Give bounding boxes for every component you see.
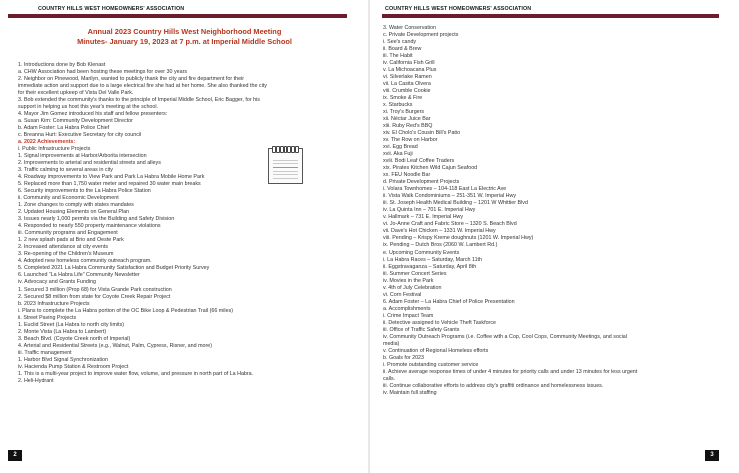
minutes-line: a. 2022 Achievements: [18,139,76,146]
minutes-line: xviii. Bodi Leaf Coffee Traders [383,158,455,165]
newsletter-title: COUNTRY HILLS WEST HOMEOWNERS' ASSOCIATION [385,6,532,12]
minutes-line: b. Adam Foster: La Habra Police Chief [18,125,110,132]
right-page [370,0,739,473]
minutes-line: iv. Hacienda Pump Station & Restroom Project [18,363,129,370]
minutes-line: a. CHW Association had been hosting these meetings for over 30 years [18,69,188,76]
minutes-line: b. Goals for 2023 [383,354,424,361]
minutes-line: ii. Street Paving Projects [18,314,77,321]
minutes-line: 4. Roadway improvements to View Park and Park La Habra Mobile Home Park [18,174,205,181]
minutes-line: 1. Secured 3 million (Prop 68) for Vista Grande Park construction [18,286,172,293]
minutes-line: iii. Community programs and Engagement [18,230,118,237]
minutes-line: xx. FEU Noodle Bar [383,172,431,179]
minutes-line: ii. Achieve average response times of under 4 minutes for priority calls and under 13 minutes for less urgent [383,368,638,375]
minutes-line: media) [383,340,400,347]
minutes-line: 2. Neighbor on Pinewood, Marilyn, wanted to publicly thank the city and fire department for their [18,76,245,83]
minutes-line: v. 4th of July Celebration [383,284,442,291]
minutes-line: vii. La Casita Olvera [383,81,431,88]
minutes-line: 1. Euclid Street (La Habra to north city limits) [18,321,125,328]
minutes-line: immediate action and support due to a large electrical fire she had at her home. She also thanked the city [18,83,267,90]
minutes-line: support in helping us host this year's meeting at the school. [18,104,159,111]
minutes-line: 1. Introductions done by Bob Klenast [18,62,106,68]
minutes-line: ii. Detective assigned to Vehicle Theft Taskforce [383,319,496,326]
minutes-line: 1. This is a multi-year project to improve water flow, volume, and pressure in north part of La Habra. [18,370,254,377]
minutes-line: 2. Secured $8 million from state for Coyote Creek Repair Project [18,293,171,300]
meeting-subtitle: Minutes- January 19, 2023 at 7 p.m. at Imperial Middle School [77,37,292,46]
minutes-line: i. Plans to complete the La Habra portion of the OC Bike Loop & Pedestrian Trail (66 miles) [18,307,234,314]
minutes-line: vi. Jo-Anne Craft and Fabric Store – 1320 S. Beach Blvd [383,221,517,228]
minutes-line: xi. Troy's Burgers [383,109,425,116]
minutes-line: 1. 2 new splash pads at Brio and Oeste Park [18,237,124,244]
minutes-line: c. Private Development projects [383,32,459,39]
minutes-line: 4. Adopted new homeless community outreach program. [18,258,152,265]
minutes-line: xiii. Ruby Red's BBQ [383,123,433,130]
page-header [0,6,369,18]
page-number: 2 [8,450,22,461]
minutes-line: e. Upcoming Community Events [383,249,460,256]
left-page [0,0,369,473]
minutes-line: 6. Launched “La Habra Life” Community Newsletter [18,272,140,279]
minutes-line: ii. Eggstravaganza – Saturday, April 8th [383,263,477,270]
minutes-line: viii. Pending – Krispy Kreme doughnuts (1201 W. Imperial Hwy) [383,235,534,242]
minutes-line: ix. Smoke & Fire [383,95,423,102]
minutes-line: iii. Office of Traffic Safety Grants [383,326,460,333]
minutes-line: 3. Bob extended the community's thanks to the principle of Imperial Middle School, Eric Bagger, for his [18,97,260,104]
newsletter-title: COUNTRY HILLS WEST HOMEOWNERS' ASSOCIATION [38,6,185,12]
minutes-line: iv. California Fish Grill [383,60,435,67]
page-header [370,6,739,18]
minutes-line: iii. The Habit [383,53,413,60]
minutes-line: ii. Board & Brew [383,46,422,53]
minutes-line: ii. Vista Walk Condominiums – 251-351 W. Imperial Hwy [383,193,517,200]
meeting-title: Annual 2023 Country Hills West Neighborhood Meeting [87,27,282,36]
minutes-line: ii. Community and Economic Development [18,195,119,202]
minutes-line: 3. Re-opening of the Children's Museum [18,251,114,258]
minutes-line: a. Accomplishments [383,305,431,312]
minutes-line: iv. Movies in the Park [383,277,434,284]
minutes-line: 4. Arterial and Residential Streets (e.g., Walnut, Palm, Cypress, Risner, and more) [18,342,213,349]
minutes-line: i. See's candy [383,39,417,46]
minutes-line: xiv. El Cholo's Cousin Bill's Patio [383,130,461,137]
minutes-line: iii. Continue collaborative efforts to address city's graffiti ordinance and homelessness issues. [383,382,604,389]
minutes-line: iv. Community Outreach Programs (i.e. Coffee with a Cop, Cool Cops, Community Meetings, and social [383,333,627,340]
minutes-line: iv. Maintain full staffing [383,389,437,396]
minutes-line: 6. Security improvements to the La Habra Police Station [18,188,151,195]
minutes-line: 3. Traffic calming to several areas in city [18,167,113,174]
minutes-line: calls. [383,375,396,382]
minutes-line: 1. Signal improvements at Harbor/Arborita intersection [18,153,147,160]
minutes-line: i. La Habra Races – Saturday, March 11th [383,256,483,263]
minutes-line: i. Crime Impact Team [383,312,434,319]
minutes-line: 3. Water Conservation [383,25,436,31]
minutes-line: xvii. Aka Fuji [383,151,413,158]
minutes-body-left [18,62,360,385]
minutes-line: vi. Silverlake Ramen [383,74,432,81]
minutes-line: 2. Increased attendance at city events [18,244,109,251]
minutes-line: 4. Mayor Jim Gomez introduced his staff and fellow presenters: [18,111,168,118]
minutes-line: xv. The Row on Harbor [383,137,438,144]
minutes-line: iv. La Quinta Inn – 701 E. Imperial Hwy [383,207,476,214]
minutes-line: 1. Harbor Blvd Signal Synchronization [18,356,109,363]
minutes-line: iii. Summer Concert Series [383,270,447,277]
minutes-line: i. Public Infrastructure Projects [18,146,91,153]
minutes-line: 4. Responded to nearly 550 property maintenance violations [18,223,161,230]
minutes-line: 2. Updated Housing Elements on General Plan [18,209,130,216]
minutes-line: iii. St. Joseph Health Medical Building – 1201 W Whittier Blvd [383,200,528,207]
minutes-line: 5. Completed 2021 La Habra Community Satisfaction and Budget Priority Survey [18,265,210,272]
minutes-line: v. Hallmark – 731 E. Imperial Hwy [383,214,464,221]
minutes-line: 1. Zone changes to comply with states mandates [18,202,134,209]
header-accent-bar [8,14,347,18]
minutes-line: 3. Issues nearly 1,000 permits via the Building and Safety Division [18,216,175,223]
minutes-line: vii. Dave's Hot Chicken – 1331 W. Imperial Hwy [383,228,496,235]
minutes-line: 3. Beach Blvd. (Coyote Creek north of Imperial) [18,335,131,342]
page-number: 3 [705,450,719,461]
minutes-line: a. Susan Kim: Community Development Director [18,118,133,125]
minutes-line: xvi. Egg Bread [383,144,418,151]
minutes-line: b. 2023 Infrastructure Projects [18,300,90,307]
header-accent-bar [382,14,719,18]
minutes-line: i. Volara Townhomes – 104-118 East La Electric Ave [383,186,507,193]
minutes-line: i. Promote outstanding customer service [383,361,479,368]
minutes-line: ix. Pending – Dutch Bros (2060 W. Lambert Rd.) [383,242,498,249]
minutes-line: iv. Advocacy and Grants Funding [18,279,97,286]
minutes-line: xix. Pirates Kitchen Wild Cajun Seafood [383,165,478,172]
minutes-line: 2. Improvements to arterial and residential streets and alleys [18,160,161,167]
notepad-icon [268,148,303,184]
minutes-line: xii. Néctar Juice Bar [383,116,431,123]
minutes-line: 5. Replaced more than 1,750 water meter and repaired 30 water main breaks [18,181,201,188]
minutes-line: for their excellent upkeep of Vista Del Valle Park. [18,90,134,97]
minutes-line: d. Private Development Projects [383,179,460,186]
minutes-line: 2. Heli-Hydrant [18,377,54,384]
minutes-line: viii. Crumble Cookie [383,88,431,95]
minutes-line: 2. Monte Vista (La Habra to Lambert) [18,328,107,335]
minutes-line: 6. Adam Foster – La Habra Chief of Police Presentation [383,298,515,305]
minutes-body-right [383,25,733,397]
minutes-line: v. La Michoacana Plus [383,67,437,74]
minutes-line: x. Starbucks [383,102,413,109]
minutes-line: vi. Corn Festival [383,291,422,298]
minutes-line: c. Breanna Hurt: Executive Secretary for city council [18,132,142,139]
minutes-line: iii. Traffic management [18,349,72,356]
minutes-line: v. Continuation of Regional Homeless efforts [383,347,489,354]
